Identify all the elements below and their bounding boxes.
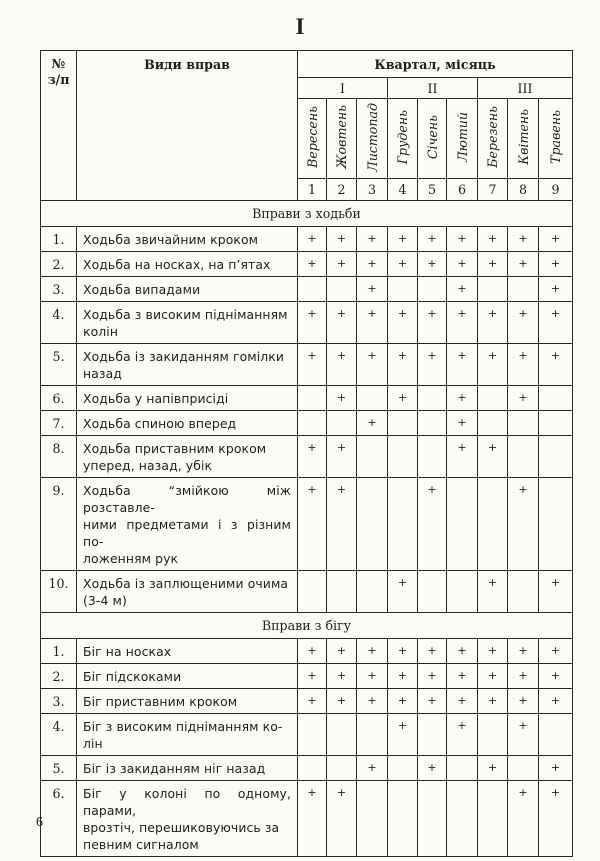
month-mark-cell: + — [447, 277, 478, 302]
exercise-name-line: Ходьба з високим підніманням — [83, 307, 288, 322]
month-mark-cell: + — [508, 664, 539, 689]
month-mark-cell: + — [478, 252, 508, 277]
month-mark-cell: + — [298, 664, 327, 689]
month-mark-cell — [478, 714, 508, 756]
month-header-2 — [327, 99, 357, 179]
month-mark-cell: + — [418, 478, 447, 571]
exercise-name — [77, 436, 298, 478]
month-mark-cell — [478, 411, 508, 436]
month-mark-cell: + — [357, 639, 388, 664]
exercise-name-line: врозтіч, перешиковуючись за — [83, 820, 280, 835]
month-mark-cell: + — [539, 302, 573, 344]
exercise-name-line: ложенням рук — [83, 551, 179, 566]
month-mark-cell — [539, 386, 573, 411]
month-mark-cell: + — [327, 227, 357, 252]
month-mark-cell — [298, 756, 327, 781]
exercise-name-line: Біг підскоками — [83, 669, 182, 684]
exercise-name — [77, 344, 298, 386]
month-mark-cell: + — [388, 714, 418, 756]
exercise-name-line: Ходьба приставним кроком — [83, 441, 267, 456]
month-mark-cell — [357, 386, 388, 411]
row-number: 5. — [41, 756, 77, 781]
table-row — [41, 781, 573, 857]
exercise-plan-table — [40, 50, 573, 857]
table-row — [41, 411, 573, 436]
month-mark-cell: + — [298, 478, 327, 571]
exercise-name — [77, 302, 298, 344]
month-mark-cell — [478, 386, 508, 411]
month-mark-cell: + — [418, 689, 447, 714]
month-mark-cell: + — [357, 664, 388, 689]
month-mark-cell: + — [478, 756, 508, 781]
section-title: Вправи з ходьби — [41, 201, 573, 227]
month-mark-cell: + — [388, 639, 418, 664]
month-mark-cell: + — [388, 664, 418, 689]
month-number-7: 7 — [478, 179, 508, 201]
month-mark-cell: + — [327, 302, 357, 344]
exercise-name — [77, 689, 298, 714]
month-mark-cell: + — [508, 302, 539, 344]
month-mark-cell — [447, 571, 478, 613]
month-mark-cell: + — [357, 344, 388, 386]
month-mark-cell: + — [327, 436, 357, 478]
month-mark-cell — [327, 277, 357, 302]
month-mark-cell — [418, 571, 447, 613]
month-mark-cell: + — [357, 411, 388, 436]
table-row — [41, 302, 573, 344]
table-row — [41, 277, 573, 302]
month-mark-cell: + — [327, 478, 357, 571]
month-mark-cell: + — [298, 227, 327, 252]
month-mark-cell — [388, 436, 418, 478]
month-mark-cell: + — [327, 781, 357, 857]
exercise-name-line: Біг у колоні по одному, парами, — [83, 786, 291, 818]
month-mark-cell: + — [388, 571, 418, 613]
table-row — [41, 436, 573, 478]
exercise-name-line: Біг приставним кроком — [83, 694, 238, 709]
month-mark-cell: + — [478, 571, 508, 613]
page-heading: I — [295, 14, 305, 39]
month-mark-cell: + — [418, 664, 447, 689]
quarter-header-3: III — [478, 78, 573, 99]
exercise-name-line: Ходьба із заплющеними очима — [83, 576, 289, 591]
row-number: 2. — [41, 252, 77, 277]
row-number: 3. — [41, 277, 77, 302]
month-name: Вересень — [304, 106, 320, 168]
month-mark-cell: + — [478, 436, 508, 478]
month-mark-cell: + — [298, 689, 327, 714]
month-name: Грудень — [395, 109, 410, 165]
month-mark-cell — [418, 436, 447, 478]
row-number: 3. — [41, 689, 77, 714]
month-name: Січень — [424, 114, 440, 160]
month-mark-cell: + — [508, 344, 539, 386]
number-column-header: № з/п — [41, 51, 77, 201]
row-number: 5. — [41, 344, 77, 386]
month-mark-cell: + — [447, 411, 478, 436]
exercise-name-line: назад — [83, 366, 122, 381]
month-mark-cell: + — [298, 436, 327, 478]
month-mark-cell — [357, 478, 388, 571]
month-header-3 — [357, 99, 388, 179]
section-title: Вправи з бігу — [41, 613, 573, 639]
month-mark-cell — [447, 756, 478, 781]
month-mark-cell — [539, 411, 573, 436]
exercise-name — [77, 714, 298, 756]
table-row — [41, 386, 573, 411]
month-mark-cell: + — [447, 252, 478, 277]
month-mark-cell — [508, 571, 539, 613]
month-mark-cell: + — [388, 252, 418, 277]
month-mark-cell: + — [508, 227, 539, 252]
month-mark-cell — [298, 386, 327, 411]
month-mark-cell — [388, 756, 418, 781]
month-mark-cell — [418, 714, 447, 756]
month-number-9: 9 — [539, 179, 573, 201]
month-mark-cell: + — [508, 478, 539, 571]
month-mark-cell: + — [447, 386, 478, 411]
exercise-name-line: (3-4 м) — [83, 593, 127, 608]
table-row — [41, 664, 573, 689]
exercise-name — [77, 639, 298, 664]
month-mark-cell: + — [418, 252, 447, 277]
month-mark-cell — [388, 781, 418, 857]
month-mark-cell — [539, 714, 573, 756]
table-row — [41, 344, 573, 386]
exercise-name — [77, 781, 298, 857]
month-mark-cell: + — [357, 302, 388, 344]
table-row — [41, 639, 573, 664]
row-number: 6. — [41, 781, 77, 857]
exercise-kinds-header: Види вправ — [77, 51, 298, 201]
month-mark-cell: + — [327, 344, 357, 386]
table-row — [41, 252, 573, 277]
month-mark-cell: + — [357, 277, 388, 302]
month-mark-cell: + — [418, 344, 447, 386]
month-mark-cell: + — [388, 386, 418, 411]
month-mark-cell — [298, 277, 327, 302]
month-number-2: 2 — [327, 179, 357, 201]
month-mark-cell: + — [508, 781, 539, 857]
row-number: 2. — [41, 664, 77, 689]
month-header-5 — [418, 99, 447, 179]
month-mark-cell — [327, 571, 357, 613]
exercise-name-line: ними предметами і з різним по- — [83, 517, 291, 549]
month-number-5: 5 — [418, 179, 447, 201]
month-mark-cell: + — [298, 639, 327, 664]
exercise-name — [77, 227, 298, 252]
month-mark-cell — [447, 781, 478, 857]
month-mark-cell: + — [478, 664, 508, 689]
month-mark-cell: + — [447, 344, 478, 386]
month-mark-cell: + — [418, 227, 447, 252]
month-mark-cell: + — [388, 302, 418, 344]
month-name: Березень — [485, 106, 500, 168]
month-mark-cell — [418, 411, 447, 436]
month-mark-cell — [357, 436, 388, 478]
month-mark-cell: + — [539, 664, 573, 689]
month-mark-cell — [508, 756, 539, 781]
quarter-header-2: II — [388, 78, 478, 99]
exercise-name-line: лін — [83, 736, 103, 751]
month-header-4 — [388, 99, 418, 179]
month-mark-cell: + — [388, 227, 418, 252]
exercise-name — [77, 252, 298, 277]
month-mark-cell: + — [539, 689, 573, 714]
exercise-name — [77, 411, 298, 436]
month-mark-cell: + — [478, 302, 508, 344]
month-mark-cell: + — [447, 302, 478, 344]
month-mark-cell: + — [298, 344, 327, 386]
row-number: 4. — [41, 302, 77, 344]
month-mark-cell: + — [418, 639, 447, 664]
month-mark-cell — [327, 411, 357, 436]
exercise-name-line: Ходьба звичайним кроком — [83, 232, 259, 247]
month-mark-cell — [418, 781, 447, 857]
table-header — [41, 51, 573, 201]
exercise-name — [77, 478, 298, 571]
month-mark-cell: + — [327, 689, 357, 714]
month-mark-cell: + — [539, 639, 573, 664]
month-mark-cell — [447, 478, 478, 571]
exercise-name-line: Ходьба “змійкою між розставле- — [83, 483, 291, 515]
month-mark-cell — [478, 781, 508, 857]
month-number-3: 3 — [357, 179, 388, 201]
row-number: 1. — [41, 639, 77, 664]
page-number: 6 — [36, 815, 43, 830]
month-mark-cell: + — [357, 689, 388, 714]
month-mark-cell — [298, 411, 327, 436]
row-number: 10. — [41, 571, 77, 613]
month-mark-cell: + — [327, 386, 357, 411]
month-mark-cell — [327, 756, 357, 781]
table-row — [41, 478, 573, 571]
row-number: 7. — [41, 411, 77, 436]
exercise-name-line: уперед, назад, убік — [83, 458, 213, 473]
month-number-1: 1 — [298, 179, 327, 201]
month-header-9 — [539, 99, 573, 179]
exercise-name-line: Біг на носках — [83, 644, 172, 659]
month-mark-cell — [298, 714, 327, 756]
row-number: 4. — [41, 714, 77, 756]
quarter-header-1: I — [298, 78, 388, 99]
month-mark-cell: + — [539, 756, 573, 781]
month-mark-cell: + — [478, 227, 508, 252]
section-header-row — [41, 201, 573, 227]
month-mark-cell: + — [327, 664, 357, 689]
month-mark-cell: + — [447, 714, 478, 756]
month-mark-cell: + — [388, 689, 418, 714]
month-mark-cell: + — [539, 277, 573, 302]
month-name: Листопад — [364, 102, 380, 172]
exercise-name-line: Ходьба спиною вперед — [83, 416, 237, 431]
month-mark-cell: + — [539, 344, 573, 386]
month-mark-cell — [357, 571, 388, 613]
row-number: 9. — [41, 478, 77, 571]
month-mark-cell — [539, 436, 573, 478]
month-header-1 — [298, 99, 327, 179]
month-mark-cell: + — [357, 756, 388, 781]
month-mark-cell — [357, 781, 388, 857]
table-row — [41, 756, 573, 781]
quarter-month-header: Квартал, місяць — [298, 51, 573, 78]
month-mark-cell: + — [327, 252, 357, 277]
month-mark-cell — [298, 571, 327, 613]
month-mark-cell: + — [447, 436, 478, 478]
month-mark-cell: + — [357, 227, 388, 252]
month-mark-cell: + — [508, 252, 539, 277]
month-mark-cell: + — [508, 714, 539, 756]
month-name: Лютий — [454, 112, 470, 162]
exercise-name — [77, 386, 298, 411]
month-mark-cell — [508, 436, 539, 478]
month-mark-cell: + — [539, 781, 573, 857]
month-mark-cell — [508, 411, 539, 436]
exercise-name-line: певним сигналом — [83, 837, 199, 852]
month-number-4: 4 — [388, 179, 418, 201]
month-mark-cell — [327, 714, 357, 756]
month-mark-cell: + — [508, 386, 539, 411]
month-mark-cell: + — [508, 689, 539, 714]
month-mark-cell — [539, 478, 573, 571]
exercise-name — [77, 571, 298, 613]
month-mark-cell: + — [298, 302, 327, 344]
exercise-name — [77, 756, 298, 781]
month-mark-cell — [478, 277, 508, 302]
table-row — [41, 571, 573, 613]
month-mark-cell: + — [447, 689, 478, 714]
row-number: 8. — [41, 436, 77, 478]
row-number: 6. — [41, 386, 77, 411]
month-mark-cell: + — [298, 781, 327, 857]
exercise-name-line: Біг із закиданням ніг назад — [83, 761, 266, 776]
month-mark-cell: + — [298, 252, 327, 277]
month-header-7 — [478, 99, 508, 179]
table-row — [41, 689, 573, 714]
table-row — [41, 714, 573, 756]
month-mark-cell — [418, 386, 447, 411]
month-mark-cell: + — [478, 344, 508, 386]
exercise-name-line: Ходьба у напівприсіді — [83, 391, 229, 406]
exercise-name — [77, 664, 298, 689]
month-mark-cell — [388, 277, 418, 302]
row-number: 1. — [41, 227, 77, 252]
month-mark-cell — [388, 411, 418, 436]
table-body — [41, 201, 573, 857]
month-header-8 — [508, 99, 539, 179]
exercise-name — [77, 277, 298, 302]
exercise-name-line: Ходьба випадами — [83, 282, 201, 297]
month-mark-cell: + — [327, 639, 357, 664]
month-mark-cell: + — [447, 227, 478, 252]
month-mark-cell: + — [447, 639, 478, 664]
month-number-6: 6 — [447, 179, 478, 201]
month-mark-cell: + — [447, 664, 478, 689]
month-mark-cell: + — [418, 756, 447, 781]
month-mark-cell: + — [539, 571, 573, 613]
month-name: Квітень — [515, 109, 531, 165]
month-mark-cell — [357, 714, 388, 756]
month-number-8: 8 — [508, 179, 539, 201]
month-mark-cell — [418, 277, 447, 302]
section-header-row — [41, 613, 573, 639]
month-mark-cell: + — [478, 639, 508, 664]
exercise-name-line: Ходьба на носках, на п’ятах — [83, 257, 271, 272]
month-mark-cell: + — [539, 227, 573, 252]
exercise-name-line: колін — [83, 324, 119, 339]
month-mark-cell: + — [478, 689, 508, 714]
month-mark-cell: + — [539, 252, 573, 277]
table-row — [41, 227, 573, 252]
month-mark-cell — [388, 478, 418, 571]
month-mark-cell — [478, 478, 508, 571]
month-mark-cell: + — [388, 344, 418, 386]
month-mark-cell: + — [508, 639, 539, 664]
month-name: Жовтень — [334, 105, 349, 169]
month-mark-cell — [508, 277, 539, 302]
exercise-name-line: Ходьба із закиданням гомілки — [83, 349, 285, 364]
month-mark-cell: + — [357, 252, 388, 277]
month-name: Травень — [548, 110, 563, 164]
month-header-6 — [447, 99, 478, 179]
month-mark-cell: + — [418, 302, 447, 344]
exercise-name-line: Біг з високим підніманням ко- — [83, 719, 283, 734]
